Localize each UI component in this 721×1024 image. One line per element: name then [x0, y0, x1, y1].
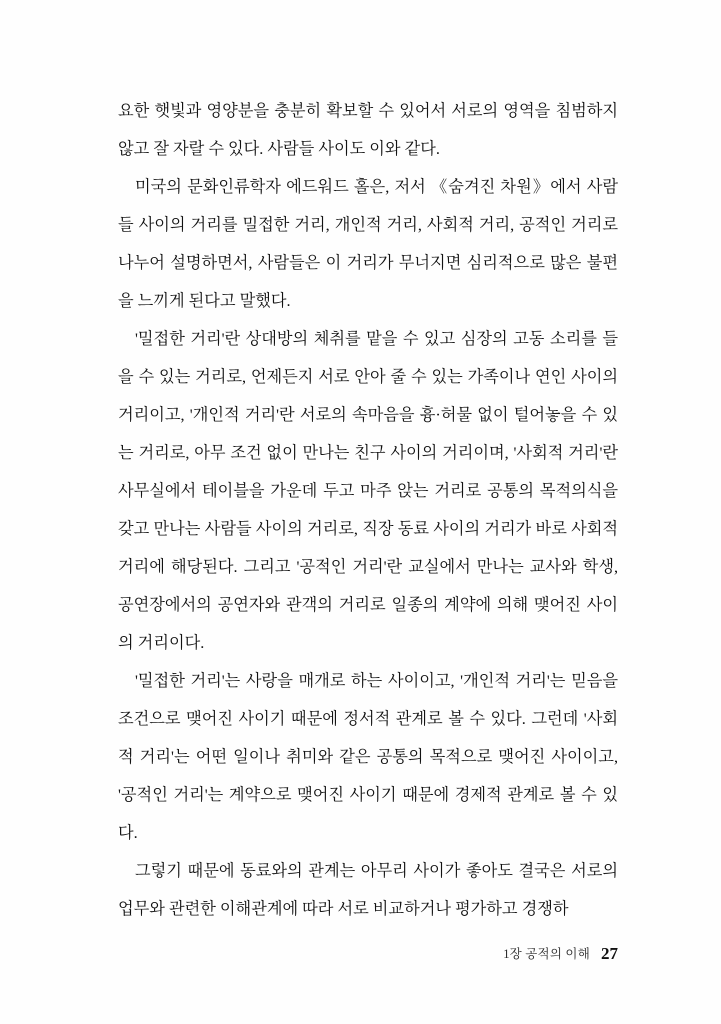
paragraph: 요한 햇빛과 영양분을 충분히 확보할 수 있어서 서로의 영역을 침범하지 않고 잘 자랄 수 있다. 사람들 사이도 이와 같다. [118, 102, 618, 158]
chapter-label: 1장 공적의 이해 [503, 947, 590, 961]
page-footer [118, 944, 618, 964]
paragraph: 그렇기 때문에 동료와의 관계는 아무리 사이가 좋아도 결국은 서로의 업무와 관련한 이해관계에 따라 서로 비교하거나 평가하고 경쟁하 [118, 862, 618, 918]
paragraph: 미국의 문화인류학자 에드워드 홀은, 저서 《숨겨진 차원》에서 사람들 사이의 거리를 밀접한 거리, 개인적 거리, 사회적 거리, 공적인 거리로 나누어 설명하면서, 사람들은 이 거리가 무너지면 심리적으로 많은 불편을 느끼게 된다고 말했다. [118, 178, 618, 310]
page-number: 27 [601, 944, 618, 963]
paragraph: '밀접한 거리'란 상대방의 체취를 맡을 수 있고 심장의 고동 소리를 들을 수 있는 거리로, 언제든지 서로 안아 줄 수 있는 가족이나 연인 사이의 거리이고, '개인적 거리'란 서로의 속마음을 흉·허물 없이 털어놓을 수 있는 거리로, 아무 조건 없이 만나는 친구 사이의 거리이며, '사회적 거리'란 사무실에서 테이블을 가운데 두고 마주 앉는 거리로 공통의 목적의식을 갖고 만나는 사람들 사이의 거리로, 직장 동료 사이의 거리가 바로 사회적 거리에 해당된다. 그리고 '공적인 거리'란 교실에서 만나는 교사와 학생, 공연장에서의 공연자와 관객의 거리로 일종의 계약에 의해 맺어진 사이의 거리이다. [118, 330, 618, 652]
page-body-text [118, 92, 618, 928]
paragraph: '밀접한 거리'는 사랑을 매개로 하는 사이이고, '개인적 거리'는 믿음을 조건으로 맺어진 사이기 때문에 정서적 관계로 볼 수 있다. 그런데 '사회적 거리'는 어떤 일이나 취미와 같은 공통의 목적으로 맺어진 사이이고, '공적인 거리'는 계약으로 맺어진 사이기 때문에 경제적 관계로 볼 수 있다. [118, 672, 618, 842]
